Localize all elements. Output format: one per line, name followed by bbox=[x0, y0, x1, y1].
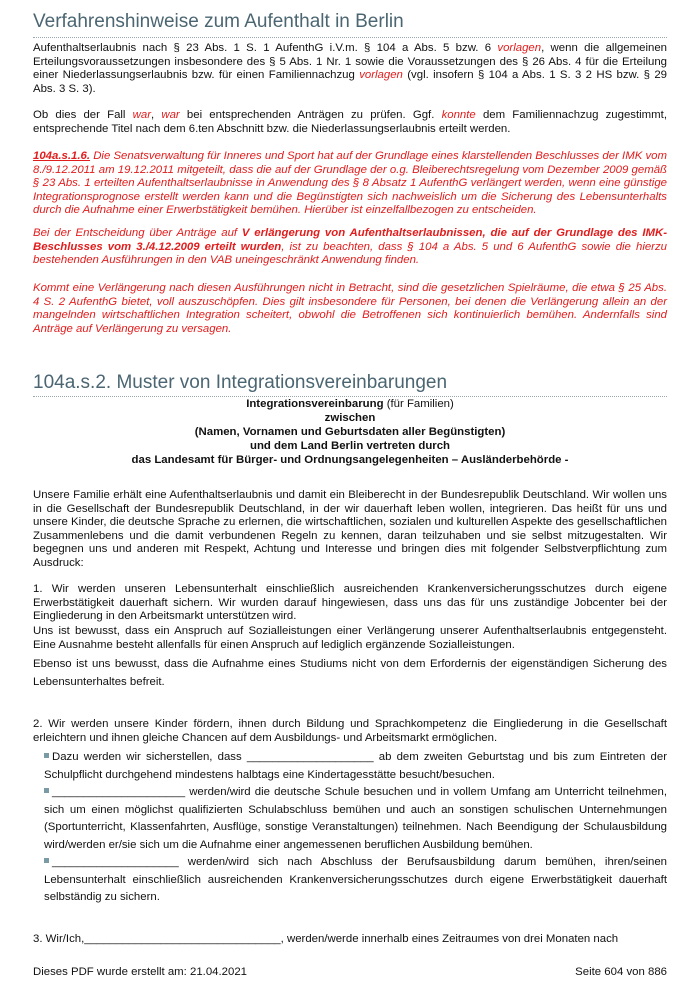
highlight-text: war bbox=[132, 109, 152, 121]
text: bei entsprechenden Anträgen zu prüfen. Ggf. bbox=[179, 109, 442, 121]
bullet-square-icon bbox=[44, 788, 49, 793]
paragraph-item-1-sozialleistungen: Uns ist bewusst, dass ein Anspruch auf Sozialleistungen einer Verlängerung unserer Aufenthaltserlaubnis entgegensteht. Eine Ausnahme besteht allenfalls für einen Anspruch auf lediglich ergänzende Sozialleistungen. bbox=[33, 625, 667, 651]
agreement-header-line: das Landesamt für Bürger- und Ordnungsangelegenheiten – Ausländerbehörde - bbox=[131, 454, 569, 466]
agreement-header-line: (Namen, Vornamen und Geburtsdaten aller Begünstigten) bbox=[194, 426, 506, 438]
highlight-text: war bbox=[161, 109, 180, 121]
text: _____________________ werden/wird die deutsche Schule besuchen und in vollem Umfang am Unterricht teilnehmen, sich um einen möglichst qualifizierten Schulabschluss bemühen und auch an sonstigen schulischen Unternehmungen (Sportunterricht, Klassenfahrten, Ausflüge, sonstige Veranstaltungen) teilnehmen. Nach Beendigung der Schulausbildung wird/werden er/sie sich um die Aufnahme einer angemessenen beruflichen Ausbildung bemühen. bbox=[44, 786, 667, 851]
highlight-text: konnte bbox=[441, 109, 476, 121]
text: ____________________ werden/wird sich nach Abschluss der Berufsausbildung darum bemühen, ihren/seinen Lebensunterhalt einschließlich ausreichenden Krankenversicherungsschutzes durch eigene Erwerbstätigkeit dauerhaft selbständig zu sichern. bbox=[44, 856, 667, 904]
text: Bei der Entscheidung über Anträge auf bbox=[33, 227, 242, 239]
bold-text: V erlängerung von Aufenthaltserlaubnissen, die auf der Grundlage des IMK-Beschlusses vom 3./4.12.2009 erteilt wurden bbox=[33, 227, 667, 253]
text: (für Familien) bbox=[383, 398, 454, 410]
paragraph-item-3: 3. Wir/Ich,_______________________________, werden/werde innerhalb eines Zeitraumes von drei Monaten nach bbox=[33, 933, 619, 945]
agreement-title: Integrationsvereinbarung bbox=[246, 398, 384, 410]
bullet-schule bbox=[44, 784, 667, 854]
paragraph-104a-s-1-6 bbox=[33, 150, 667, 218]
section-title-muster: 104a.s.2. Muster von Integrationsvereinbarungen bbox=[33, 372, 448, 393]
bullet-berufsausbildung bbox=[44, 854, 667, 907]
paragraph-pruefung bbox=[33, 109, 667, 136]
section-title-aufenthalt: Verfahrenshinweise zum Aufenthalt in Berlin bbox=[33, 11, 404, 32]
paragraph-item-1: 1. Wir werden unseren Lebensunterhalt einschließlich ausreichenden Krankenversicherungsschutzes durch eigene Erwerbstätigkeit dauerhaft sichern. Wir wurden darauf hingewiesen, dass uns das für uns zuständige Jobcenter bei der Eingliederung in den Arbeitsmarkt unterstützen wird. bbox=[33, 583, 667, 623]
text: (vgl. insofern § 104 a Abs. 1 S. 3 2 HS bzw. § 29 Abs. 3 S. 3). bbox=[33, 69, 667, 95]
highlight-text: vorlagen bbox=[359, 69, 403, 82]
paragraph-verlaengerung bbox=[33, 227, 667, 268]
section-number: 104a.s.1.6. bbox=[33, 150, 91, 162]
paragraph-spielraeume: Kommt eine Verlängerung nach diesen Ausführungen nicht in Betracht, sind die gesetzlichen Spielräume, die etwa § 25 Abs. 4 S. 2 AufenthG bietet, voll auszuschöpfen. Dies gilt insbesondere für Personen, bei denen die Verlängerung allein an der mangelnden wirtschaftlichen Integration scheitert, obwohl die Betroffenen sich kontinuierlich bemühen. Andernfalls sind Anträge auf Verlängerung zu versagen. bbox=[33, 282, 667, 335]
paragraph-item-1-studium: Ebenso ist uns bewusst, dass die Aufnahme eines Studiums nicht von dem Erfordernis der eigenständigen Sicherung des Lebensunterhaltes befreit. bbox=[33, 658, 667, 688]
bullet-kindertagesstaette bbox=[44, 749, 667, 784]
agreement-header-line: und dem Land Berlin vertreten durch bbox=[250, 440, 450, 452]
bullet-square-icon bbox=[44, 753, 49, 758]
footer-created-date: Dieses PDF wurde erstellt am: 21.04.2021 bbox=[33, 966, 247, 978]
paragraph-item-2: 2. Wir werden unsere Kinder fördern, ihnen durch Bildung und Sprachkompetenz die Eingliederung in die Gesellschaft erleichtern und ihnen gleiche Chancen auf dem Ausbildungs- und Arbeitsmarkt ermöglichen. bbox=[33, 718, 667, 744]
paragraph-aufenthaltserlaubnis bbox=[33, 42, 667, 96]
agreement-header bbox=[33, 397, 667, 467]
text: , bbox=[151, 109, 162, 121]
footer-page-number: Seite 604 von 886 bbox=[575, 966, 667, 978]
text: , ist zu beachten, dass § 104 a Abs. 5 und 6 AufenthG sowie die hierzu bestehenden Ausführungen in den VAB uneingeschränkt Anwendung finden. bbox=[33, 240, 668, 267]
text: Dazu werden wir sicherstellen, dass ____________________ ab dem zweiten Geburtstag und bis zum Eintreten der Schulpflicht durchgehend mindestens halbtags eine Kindertagesstätte besucht/besuchen. bbox=[44, 751, 667, 781]
text: dem Familiennachzug zugestimmt, entsprechende Titel nach dem 6.ten Abschnitt bzw. die Niederlassungserlaubnis erteilt werden. bbox=[33, 109, 667, 135]
bullet-square-icon bbox=[44, 858, 49, 863]
text: , wenn die allgemeinen Erteilungsvoraussetzungen insbesondere des § 5 Abs. 1 Nr. 1 sowie die Voraussetzungen des § 26 Abs. 4 für die Erteilung einer Niederlassungserlaubnis bzw. für einen Familiennachzug bbox=[33, 42, 667, 82]
title-divider bbox=[33, 37, 667, 38]
agreement-header-line: zwischen bbox=[324, 412, 376, 424]
text: Die Senatsverwaltung für Inneres und Sport hat auf der Grundlage eines klarstellenden Beschlusses der IMK vom 8./9.12.2011 am 19.12.2011 mitgeteilt, dass die auf der Grundlage der o.g. Bleiberechtsregelung vom Dezember 2009 gemäß § 23 Abs. 1 erteilten Aufenthaltserlaubnisse in Anwendung des § 8 Absatz 1 AufenthG verlängert werden, wenn eine günstige Integrationsprognose erstellt werden kann und die Begünstigten sich nachweislich um die Sicherung des Lebensunterhalts durch die Aufnahme einer Erwerbstätigkeit bemühen. Hierüber ist einzelfallbezogen zu entscheiden. bbox=[33, 150, 667, 217]
text: Ob dies der Fall bbox=[33, 109, 133, 121]
highlight-text: vorlagen bbox=[497, 42, 542, 54]
agreement-header-line bbox=[33, 397, 667, 411]
paragraph-intro: Unsere Familie erhält eine Aufenthaltserlaubnis und damit ein Bleiberecht in der Bundesrepublik Deutschland. Wir wollen uns in die Gesellschaft der Bundesrepublik Deutschland, in der wir dauerhaft leben wollen, integrieren. Das heißt für uns und unsere Kinder, die deutsche Sprache zu erlernen, die wirtschaftlichen, sozialen und kulturellen Aspekte des gesellschaftlichen Zusammenlebens und die damit verbundenen Regeln zu kennen, daran teilzuhaben und sie selbst mitzugestalten. Wir begegnen uns und anderen mit Respekt, Achtung und Interesse und bringen dies mit folgender Selbstverpflichtung zum Ausdruck: bbox=[33, 489, 667, 569]
text: Aufenthaltserlaubnis nach § 23 Abs. 1 S. 1 AufenthG i.V.m. § 104 a Abs. 5 bzw. 6 bbox=[33, 42, 498, 54]
